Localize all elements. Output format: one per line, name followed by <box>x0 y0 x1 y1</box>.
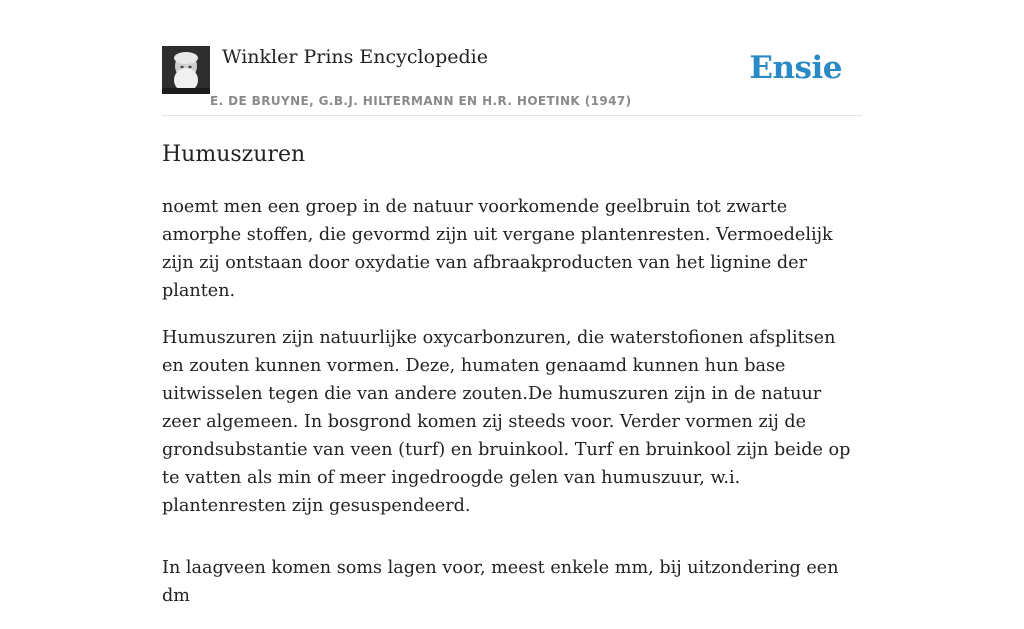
ensie-logo-link[interactable]: Ensie <box>749 50 842 86</box>
article-paragraph: In laagveen komen soms lagen voor, meest enkele mm, bij uitzondering een dm <box>162 558 839 606</box>
article-body <box>162 193 862 610</box>
portrait-photo-icon <box>162 46 210 94</box>
article-paragraph: noemt men een groep in de natuur voorkomende geelbruin tot zwarte amorphe stoffen, die gevormd zijn uit vergane plantenresten. Vermoedelijk zijn zij ontstaan door oxydatie van afbraakproducten van het lignine der planten. <box>162 197 833 301</box>
article-title: Humuszuren <box>162 142 306 167</box>
source-header <box>162 0 862 116</box>
author-avatar <box>162 46 210 94</box>
source-authors: E. DE BRUYNE, G.B.J. HILTERMANN EN H.R. HOETINK (1947) <box>210 94 632 108</box>
source-title[interactable]: Winkler Prins Encyclopedie <box>222 46 488 68</box>
article-paragraph: Humuszuren zijn natuurlijke oxycarbonzuren, die waterstofionen afsplitsen en zouten kunnen vormen. Deze, humaten genaamd kunnen hun base uitwisselen tegen die van andere zouten.De humuszuren zijn in de natuur zeer algemeen. In bosgrond komen zij steeds voor. Verder vormen zij de grondsubstantie van veen (turf) en bruinkool. Turf en bruinkool zijn beide op te vatten als min of meer ingedroogde gelen van humuszuur, w.i. plantenresten zijn gesuspendeerd. <box>162 328 851 516</box>
article-container <box>162 0 862 629</box>
